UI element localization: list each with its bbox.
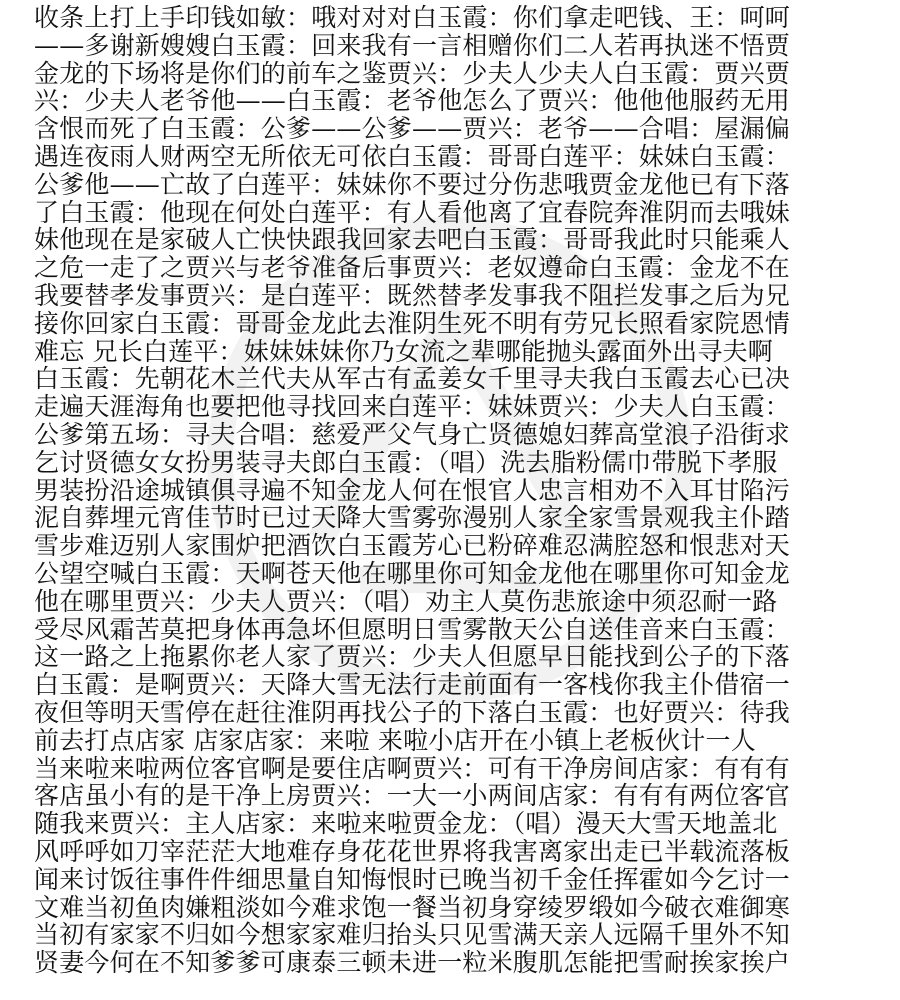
text-line: 难忘 兄长白莲平：妹妹妹妹你乃女流之辈哪能抛头露面外出寻夫啊 [34, 336, 773, 366]
text-line: 贤妻今何在不知爹爹可康泰三顿未进一粒米腹肌怎能把雪耐挨家挨户 [34, 948, 791, 978]
text-line: 之危一走了之贾兴与老爷准备后事贾兴：老奴遵命白玉霞：金龙不在 [34, 253, 791, 283]
text-line: 他在哪里贾兴：少夫人贾兴：（唱）劝主人莫伤悲旅途中须忍耐一路 [34, 586, 778, 616]
text-line: 白玉霞：是啊贾兴：天降大雪无法行走前面有一客栈你我主仆借宿一 [34, 670, 791, 700]
text-line: 收条上打上手印钱如敏：哦对对对白玉霞：你们拿走吧钱、王：呵呵 [34, 3, 791, 32]
text-line: 妹他现在是家破人亡快快跟我回家去吧白玉霞：哥哥我此时只能乘人 [34, 225, 791, 255]
text-line: 男装扮沿途城镇俱寻遍不知金龙人何在恨官人忠言相劝不入耳甘陷污 [34, 475, 791, 505]
text-line: 含恨而死了白玉霞：公爹——公爹——贾兴：老爷——合唱：屋漏偏 [34, 114, 791, 144]
text-line: 接你回家白玉霞：哥哥金龙此去淮阴生死不明有劳兄长照看家院恩情 [34, 308, 791, 338]
script-text-block [34, 4, 874, 977]
text-line: 公爹第五场：寻夫合唱：慈爱严父气身亡贤德媳妇葬高堂浪子沿街求 [34, 419, 791, 449]
text-line: 风呼呼如刀宰茫茫大地难存身花花世界将我害离家出走已半载流落板 [34, 836, 791, 866]
text-line: 雪步难迈别人家围炉把酒饮白玉霞芳心已粉碎难忍满腔怒和恨悲对天 [34, 531, 791, 561]
text-line: 泥自葬埋元宵佳节时已过天降大雪雾弥漫别人家全家雪景观我主仆踏 [34, 503, 791, 533]
text-line: 文难当初鱼肉嫌粗淡如今难求饱一餐当初身穿绫罗缎如今破衣难御寒 [34, 892, 791, 922]
text-line: 当来啦来啦两位客官啊是要住店啊贾兴：可有干净房间店家：有有有 [34, 753, 791, 783]
text-line: 这一路之上拖累你老人家了贾兴：少夫人但愿早日能找到公子的下落 [34, 642, 791, 672]
text-line: 遇连夜雨人财两空无所依无可依白玉霞：哥哥白莲平：妹妹白玉霞： [34, 141, 791, 171]
text-line: 随我来贾兴：主人店家：来啦来啦贾金龙：（唱）漫天大雪天地盖北 [34, 809, 778, 839]
text-line: 公爹他——亡故了白莲平：妹妹你不要过分伤悲哦贾金龙他已有下落 [34, 169, 791, 199]
text-line: 我要替孝发事贾兴：是白莲平：既然替孝发事我不阻拦发事之后为兄 [34, 280, 791, 310]
text-line: 前去打点店家 店家店家：来啦 来啦小店开在小镇上老板伙计一人 [34, 725, 756, 755]
text-line: 兴：少夫人老爷他——白玉霞：老爷他怎么了贾兴：他他他服药无用 [34, 86, 791, 116]
text-line: ——多谢新嫂嫂白玉霞：回来我有一言相赠你们二人若再执迷不悟贾 [34, 30, 791, 60]
text-line: 乞讨贤德女女扮男装寻夫郎白玉霞：（唱）洗去脂粉儒巾带脱下孝服 [34, 447, 778, 477]
text-line: 公望空喊白玉霞：天啊苍天他在哪里你可知金龙他在哪里你可知金龙 [34, 558, 791, 588]
text-line: 了白玉霞：他现在何处白莲平：有人看他离了宜春院奔淮阴而去哦妹 [34, 197, 791, 227]
text-line: 金龙的下场将是你们的前车之鉴贾兴：少夫人少夫人白玉霞：贾兴贾 [34, 58, 791, 88]
text-line: 受尽风霜苦莫把身体再急坏但愿明日雪雾散天公自送佳音来白玉霞： [34, 614, 791, 644]
text-line: 客店虽小有的是干净上房贾兴：一大一小两间店家：有有有两位客官 [34, 781, 791, 811]
text-line: 白玉霞：先朝花木兰代夫从军古有孟姜女千里寻夫我白玉霞去心已决 [34, 364, 791, 394]
text-line: 当初有家家不归如今想家家难归抬头只见雪满天亲人远隔千里外不知 [34, 920, 791, 950]
text-line: 夜但等明天雪停在赶往淮阴再找公子的下落白玉霞：也好贾兴：待我 [34, 697, 791, 727]
text-line: 闻来讨饭往事件件细思量自知悔恨时已晚当初千金任挥霍如今乞讨一 [34, 864, 791, 894]
text-line: 走遍天涯海角也要把他寻找回来白莲平：妹妹贾兴：少夫人白玉霞： [34, 392, 791, 422]
